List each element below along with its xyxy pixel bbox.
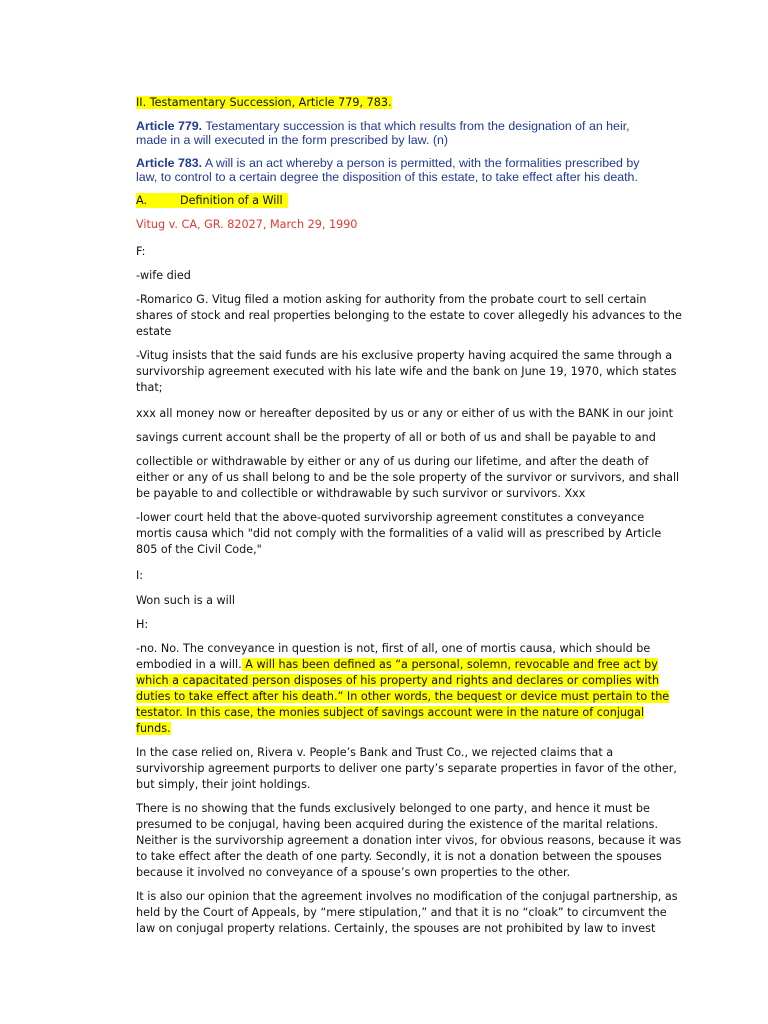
held-label: H: [136, 618, 149, 631]
paragraph-line: presumed to be conjugal, having been acquired during the existence of the marital relations. [136, 818, 659, 831]
highlighted-text: which a capacitated person disposes of his property and rights and declares or complies with [136, 674, 660, 687]
section-heading: II. Testamentary Succession, Article 779, 783. [136, 96, 392, 109]
held-line [136, 689, 669, 704]
case-title: Vitug v. CA, GR. 82027, March 29, 1990 [136, 218, 358, 231]
section-a-heading: A. Definition of a Will [136, 193, 288, 208]
held-line: embodied in a will. A will has been defined as “a personal, solemn, revocable and free act by [136, 658, 658, 671]
facts-label: F: [136, 245, 146, 258]
fact-line: that; [136, 381, 163, 394]
article-783-label: Article 783. [136, 156, 203, 170]
quote-line: collectible or withdrawable by either or any of us during our lifetime, and after the death of [136, 455, 649, 468]
article-779-label: Article 779. [136, 119, 203, 133]
quote-line: either or any of us shall belong to and be the sole property of the survivor or survivors, and shall [136, 471, 680, 484]
highlighted-text: testator. In this case, the monies subject of savings account were in the nature of conjugal [136, 706, 645, 719]
issue-text: Won such is a will [136, 594, 235, 607]
fact-line: -Romarico G. Vitug filed a motion asking for authority from the probate court to sell certain [136, 293, 647, 306]
held-line [136, 721, 171, 736]
paragraph-line: survivorship agreement purports to deliver one party’s separate properties in favor of the other, [136, 762, 677, 775]
fact-line: estate [136, 325, 172, 338]
article-783-line-1: Article 783. A will is an act whereby a person is permitted, with the formalities prescribed by [136, 156, 640, 170]
quote-line: savings current account shall be the property of all or both of us and shall be payable to and [136, 431, 656, 444]
quote-line: be payable to and collectible or withdrawable by such survivor or survivors. Xxx [136, 487, 586, 500]
paragraph-line: Neither is the survivorship agreement a donation inter vivos, for obvious reasons, because it was [136, 834, 682, 847]
fact-line: mortis causa which "did not comply with the formalities of a valid will as prescribed by Article [136, 527, 662, 540]
highlighted-text: duties to take effect after his death.” In other words, the bequest or device must pertain to the [136, 690, 670, 703]
fact-line: -Vitug insists that the said funds are his exclusive property having acquired the same through a [136, 349, 673, 362]
fact-line: survivorship agreement executed with his late wife and the bank on June 19, 1970, which states [136, 365, 677, 378]
fact-line: -lower court held that the above-quoted survivorship agreement constitutes a conveyance [136, 511, 645, 524]
paragraph-line: held by the Court of Appeals, by “mere stipulation,” and that it is no “cloak” to circumvent the [136, 906, 667, 919]
held-line [136, 705, 644, 720]
issue-label: I: [136, 569, 144, 582]
article-779-line-1: Article 779. Testamentary succession is that which results from the designation of an heir, [136, 119, 630, 133]
held-line: -no. No. The conveyance in question is not, first of all, one of mortis causa, which should be [136, 642, 651, 655]
paragraph-line: to take effect after the death of one party. Secondly, it is not a donation between the spouses [136, 850, 662, 863]
highlighted-text: funds. [136, 722, 171, 735]
paragraph-line: It is also our opinion that the agreement involves no modification of the conjugal partnership, as [136, 890, 678, 903]
paragraph-line: but simply, their joint holdings. [136, 778, 311, 791]
article-779-line-2: made in a will executed in the form prescribed by law. (n) [136, 133, 448, 147]
fact-wife-died: -wife died [136, 269, 191, 282]
paragraph-line: because it involved no conveyance of a spouse’s own properties to the other. [136, 866, 571, 879]
paragraph-line: In the case relied on, Rivera v. People’s Bank and Trust Co., we rejected claims that a [136, 746, 614, 759]
paragraph-line: There is no showing that the funds exclusively belonged to one party, and hence it must be [136, 802, 650, 815]
fact-line: shares of stock and real properties belonging to the estate to cover allegedly his advances to the [136, 309, 682, 322]
article-783-line-2: law, to control to a certain degree the disposition of this estate, to take effect after his death. [136, 170, 638, 184]
paragraph-line: law on conjugal property relations. Certainly, the spouses are not prohibited by law to invest [136, 922, 656, 935]
fact-line: 805 of the Civil Code," [136, 543, 262, 556]
held-line [136, 673, 659, 688]
highlighted-text: A will has been defined as “a personal, solemn, revocable and free act by [241, 658, 658, 671]
quote-line: xxx all money now or hereafter deposited by us or any or either of us with the BANK in our joint [136, 407, 673, 420]
